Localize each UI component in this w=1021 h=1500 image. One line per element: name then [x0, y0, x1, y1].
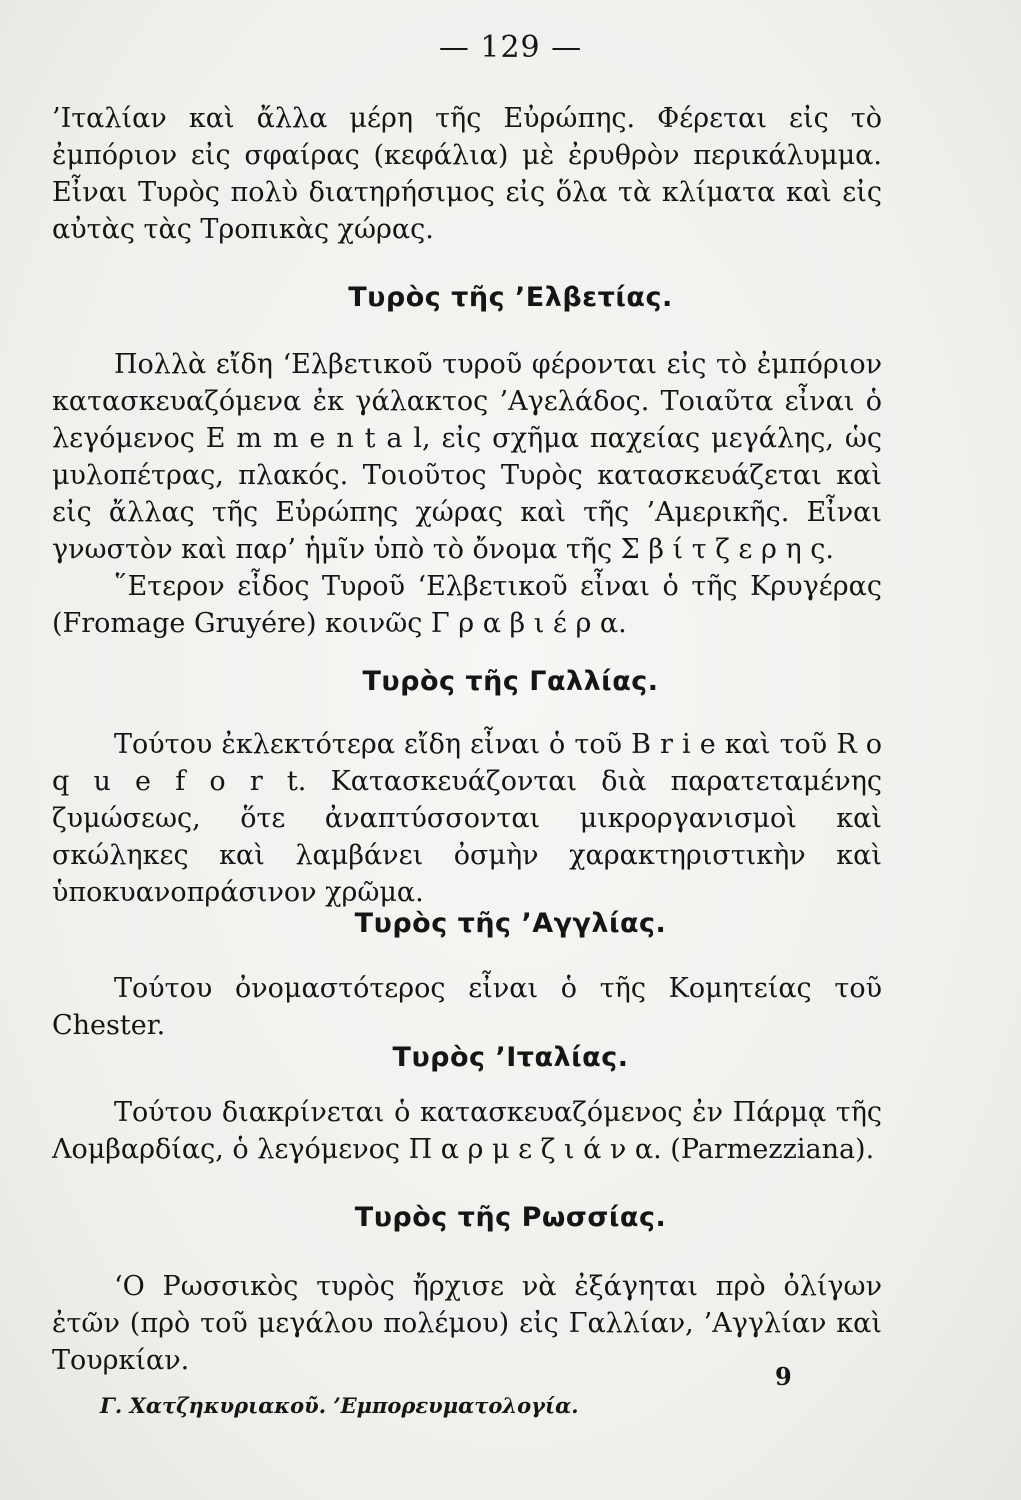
page-number: — 129 —	[438, 30, 583, 65]
heading-italy: Τυρὸς ’Ιταλίας.	[392, 1042, 629, 1073]
heading-france: Τυρὸς τῆς Γαλλίας.	[362, 666, 659, 697]
paragraph-france: Τούτου ἐκλεκτότερα εἴδη εἶναι ὁ τοῦ B r i e καὶ τοῦ R o q u e f o r t. Κατασκευάζονται διὰ παρατεταμένης ζυμώσεως, ὅτε ἀναπτύσσονται μικροργανισμοὶ καὶ σκώληκες καὶ λαμβάνει ὀσμὴν χαρακτηριστικὴν καὶ ὑποκυανοπράσινον χρῶμα.	[52, 729, 882, 908]
signature-mark: 9	[775, 1362, 792, 1391]
paragraph-switzerland-2: ῞Ετερον εἶδος Τυροῦ ‘Ελβετικοῦ εἶναι ὁ τῆς Κρυγέρας (Fromage Gruyére) κοινῶς Γ ρ α β ι έ ρ α.	[52, 571, 882, 639]
paragraph-russia: ‘Ο Ρωσσικὸς τυρὸς ἤρχισε νὰ ἐξάγηται πρὸ ὀλίγων ἐτῶν (πρὸ τοῦ μεγάλου πολέμου) εἰς Γαλλίαν, ’Αγγλίαν καὶ Τουρκίαν.	[52, 1271, 882, 1376]
paragraph-switzerland-1: Πολλὰ εἴδη ‘Ελβετικοῦ τυροῦ φέρονται εἰς τὸ ἐμπόριον κατασκευαζόμενα ἐκ γάλακτος ’Αγελάδος. Τοιαῦτα εἶναι ὁ λεγόμενος E m m e n t a l, εἰς σχῆμα παχείας μεγάλης, ὡς μυλοπέτρας, πλακός. Τοιοῦτος Τυρὸς κατασκευάζεται καὶ εἰς ἄλλας τῆς Εὐρώπης χώρας καὶ τῆς ’Αμερικῆς. Εἶναι γνωστὸν καὶ παρ’ ἡμῖν ὑπὸ τὸ ὄνομα τῆς Σ β ί τ ζ ε ρ η ς.	[52, 349, 882, 565]
paragraph-italy: Τούτου διακρίνεται ὁ κατασκευαζόμενος ἐν Πάρμᾳ τῆς Λομβαρδίας, ὁ λεγόμενος Π α ρ μ ε ζ ι ά ν α. (Parmezziana).	[52, 1097, 882, 1165]
footer-author: Γ. Χατζηκυριακοῦ. ’Εμπορευματολογία.	[100, 1393, 579, 1418]
heading-england: Τυρὸς τῆς ’Αγγλίας.	[354, 908, 667, 939]
intro-paragraph: ’Ιταλίαν καὶ ἄλλα μέρη τῆς Εὐρώπης. Φέρεται εἰς τὸ ἐμπόριον εἰς σφαίρας (κεφάλια) μὲ ἐρυθρὸν περικάλυμμα. Εἶναι Τυρὸς πολὺ διατηρήσιμος εἰς ὅλα τὰ κλίματα καὶ εἰς αὐτὰς τὰς Τροπικὰς χώρας.	[52, 103, 882, 245]
heading-russia: Τυρὸς τῆς Ρωσσίας.	[354, 1202, 667, 1233]
paragraph-england: Τούτου ὀνομαστότερος εἶναι ὁ τῆς Κομητείας τοῦ Chester.	[52, 973, 882, 1041]
heading-switzerland: Τυρὸς τῆς ’Ελβετίας.	[348, 282, 673, 313]
